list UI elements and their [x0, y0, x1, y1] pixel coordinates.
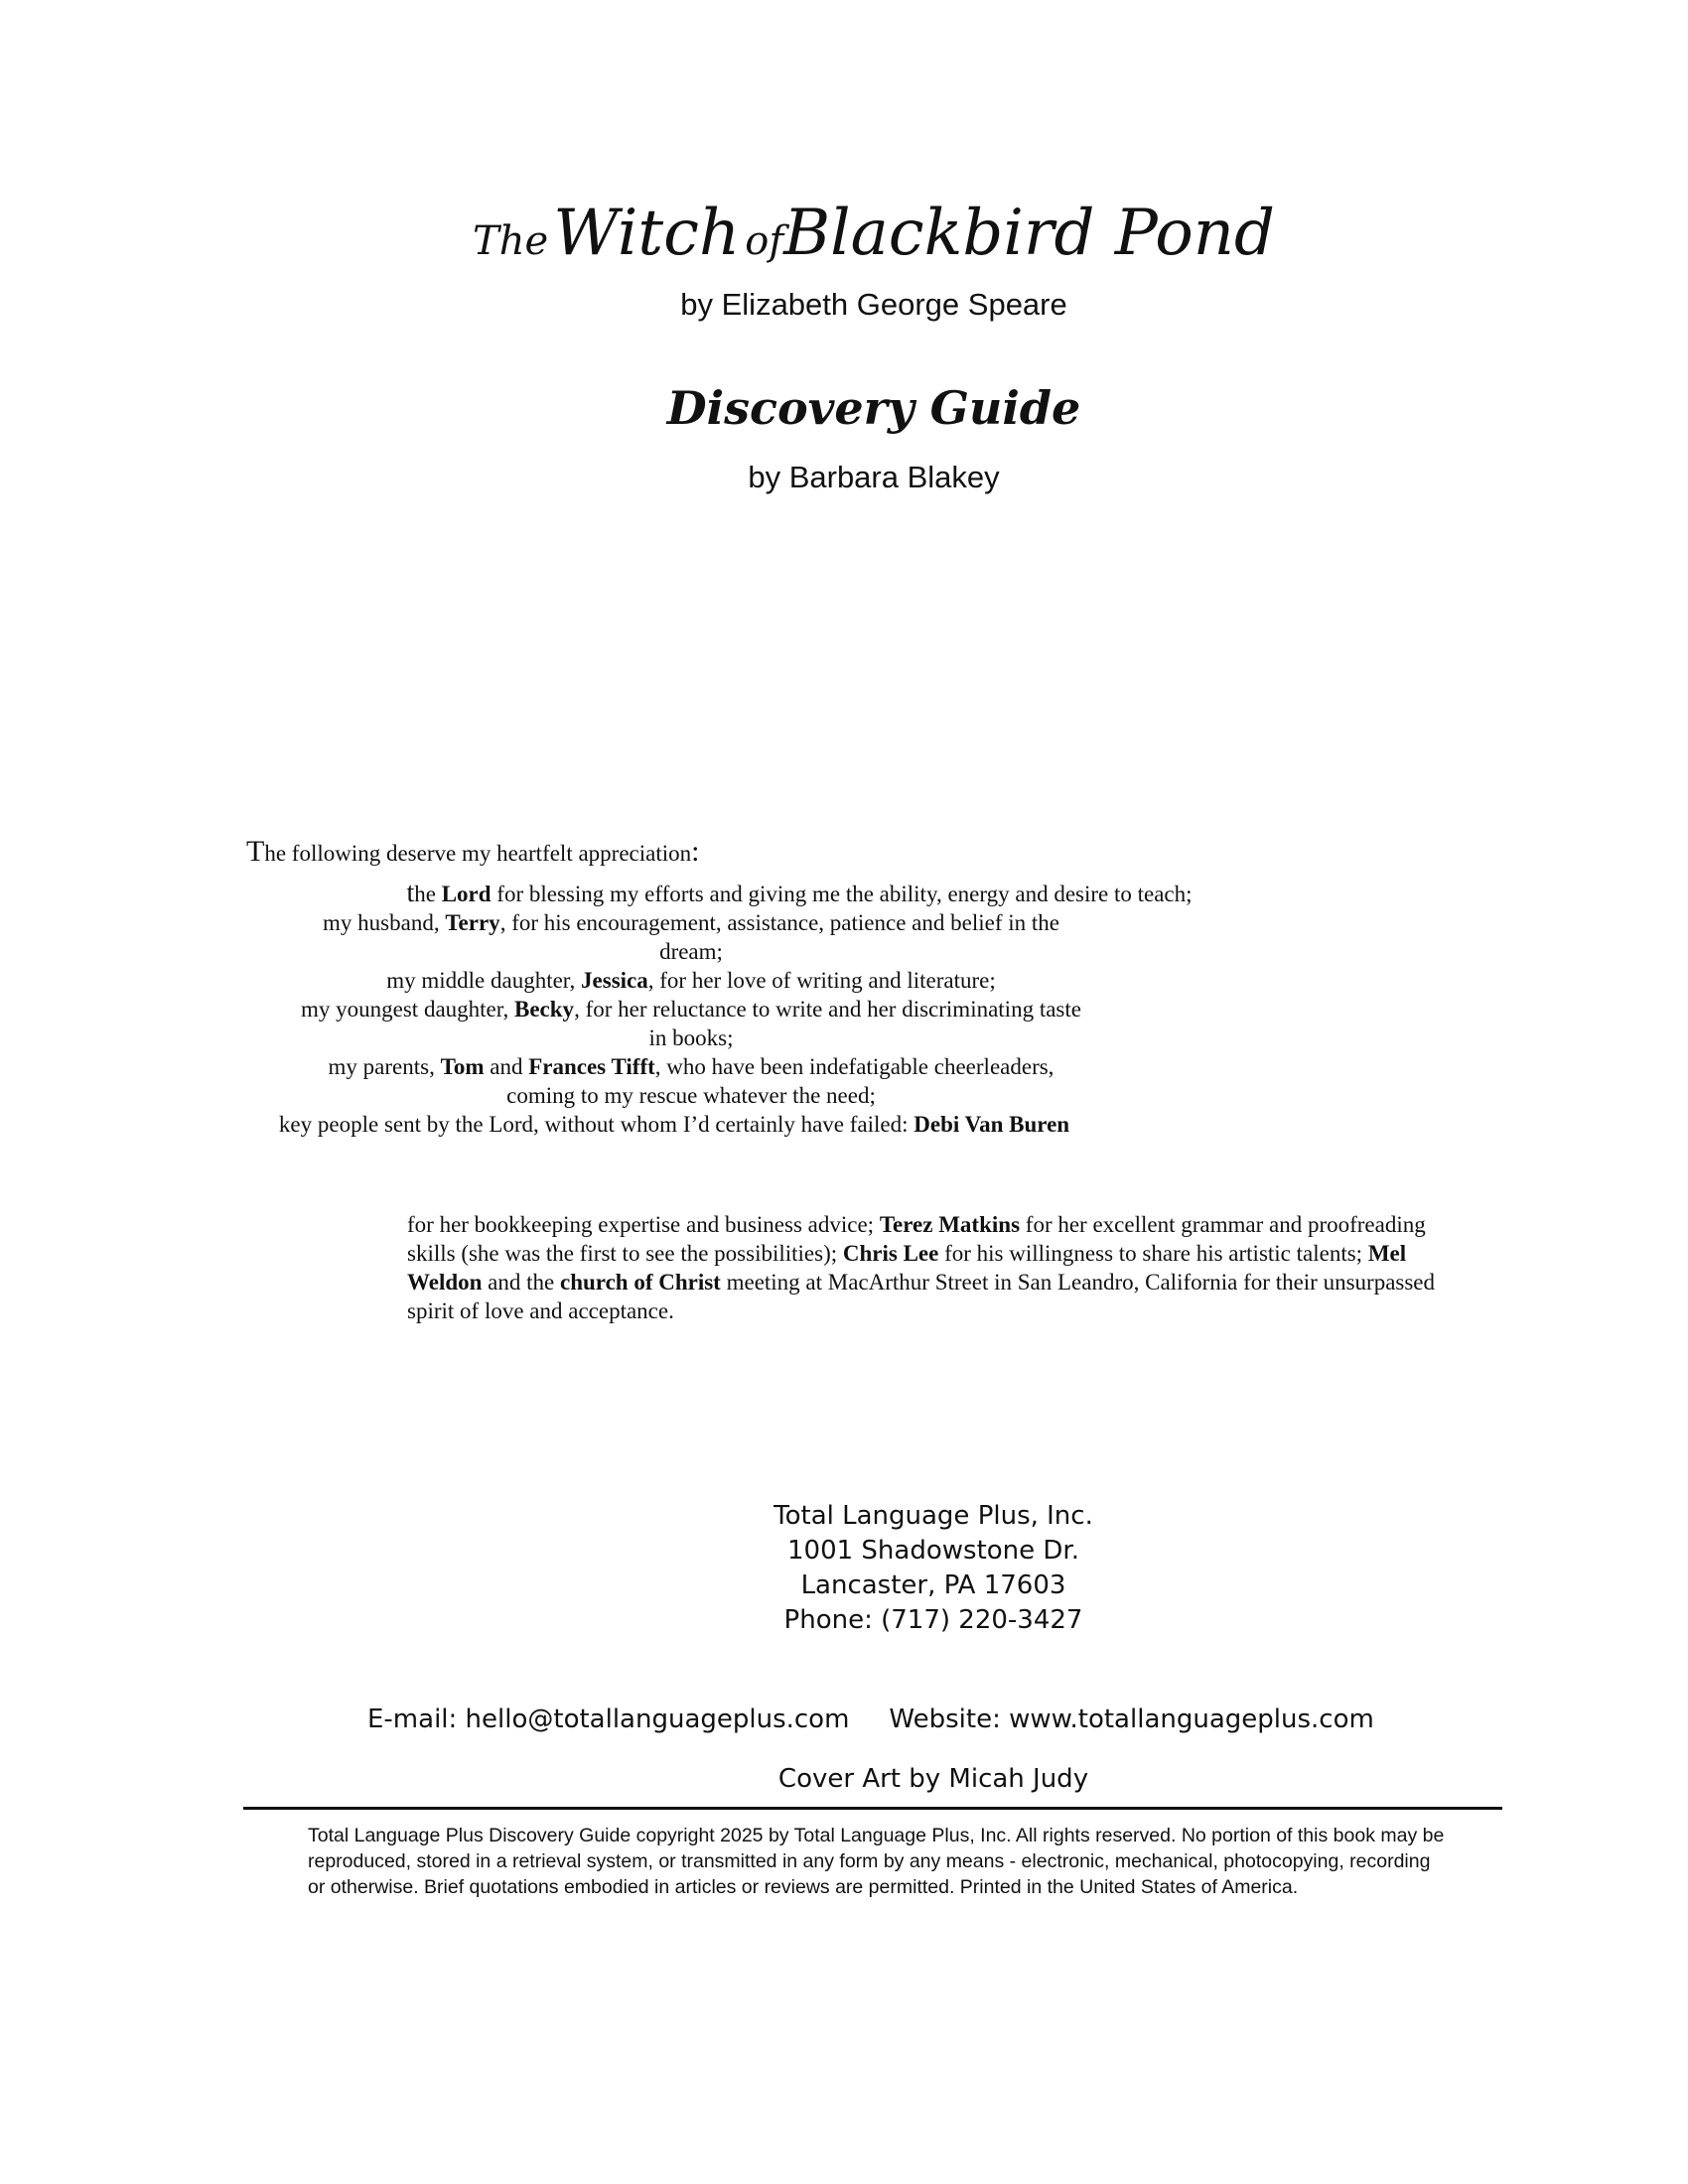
- divider-rule: [243, 1807, 1502, 1810]
- book-title-blackbird-pond: Blackbird Pond: [783, 197, 1275, 270]
- name-tom: Tom: [440, 1054, 485, 1079]
- intro-cap: T: [246, 835, 265, 868]
- name-becky: Becky: [514, 997, 575, 1022]
- guide-title: Discovery Guide: [666, 381, 1081, 435]
- intro-text: he following deserve my heartfelt appreciation: [264, 841, 692, 866]
- ack-line-terry: my husband, Terry, for his encouragement, assistance, patience and belief in the: [323, 910, 1059, 935]
- ack-line-parents: my parents, Tom and Frances Tifft, who have been indefatigable cheerleaders,: [328, 1054, 1055, 1079]
- ack-line-key-people: key people sent by the Lord, without whom I’d certainly have failed: Debi Van Buren: [278, 1112, 1070, 1137]
- intro-colon: :: [691, 835, 700, 868]
- name-frances-tifft: Frances Tifft: [528, 1054, 655, 1079]
- book-author: by Elizabeth George Speare: [680, 287, 1067, 322]
- name-lord: Lord: [441, 882, 492, 906]
- publisher-city: Lancaster, PA 17603: [800, 1570, 1066, 1600]
- book-title-witch: Witch: [553, 197, 741, 270]
- acknowledgments-paragraph: for her bookkeeping expertise and business advice; Terez Matkins for her excellent grammar and proofreading skills (she was the first to see the possibilities); Chris Lee for his willingness to share his artistic talents; Mel Weldon and the church of Christ meeting at MacArthur Street in San Leandro, California for their unsurpassed spirit of love and acceptance.: [407, 1212, 1436, 1323]
- ack-line-lord: the Lord for blessing my efforts and giving me the ability, energy and desire to teach;: [406, 878, 1193, 908]
- guide-author: by Barbara Blakey: [748, 460, 1000, 494]
- name-chris-lee: Chris Lee: [842, 1241, 939, 1266]
- ack-line-dream: dream;: [659, 939, 723, 964]
- name-terez-matkins: Terez Matkins: [879, 1212, 1021, 1237]
- publisher-street: 1001 Shadowstone Dr.: [787, 1536, 1079, 1566]
- ack-line-books: in books;: [648, 1025, 734, 1050]
- contact-line: [367, 1705, 1420, 1734]
- name-terry: Terry: [445, 910, 500, 935]
- name-church-of-christ: church of Christ: [559, 1270, 721, 1295]
- ack-line-jessica: my middle daughter, Jessica, for her love of writing and literature;: [386, 968, 996, 993]
- book-title-of: of: [745, 218, 784, 264]
- publisher-phone: Phone: (717) 220-3427: [783, 1605, 1083, 1635]
- acknowledgments-intro: [246, 837, 699, 868]
- publisher-address: [635, 1499, 1231, 1638]
- name-jessica: Jessica: [581, 968, 648, 993]
- book-title: [0, 197, 1688, 270]
- cover-art-credit: Cover Art by Micah Judy: [777, 1764, 1089, 1794]
- book-title-the: The: [473, 218, 549, 264]
- publisher-name: Total Language Plus, Inc.: [774, 1501, 1093, 1531]
- ack-line-becky: my youngest daughter, Becky, for her reluctance to write and her discriminating taste: [301, 997, 1081, 1022]
- contact-website: Website: www.totallanguageplus.com: [889, 1705, 1374, 1734]
- name-debi-van-buren: Debi Van Buren: [914, 1112, 1070, 1137]
- name-mel-weldon: Mel Weldon: [407, 1241, 1407, 1295]
- ack-line-rescue: coming to my rescue whatever the need;: [506, 1083, 876, 1108]
- contact-email: E-mail: hello@totallanguageplus.com: [367, 1705, 850, 1734]
- acknowledgments-list: [248, 879, 1241, 1139]
- copyright-notice: Total Language Plus Discovery Guide copyright 2025 by Total Language Plus, Inc. All rights reserved. No portion of this book may be reproduced, stored in a retrieval system, or transmitted in any form by any means - electronic, mechanical, photocopying, recording or otherwise. Brief quotations embodied in articles or reviews are permitted. Printed in the United States of America.: [308, 1825, 1445, 1898]
